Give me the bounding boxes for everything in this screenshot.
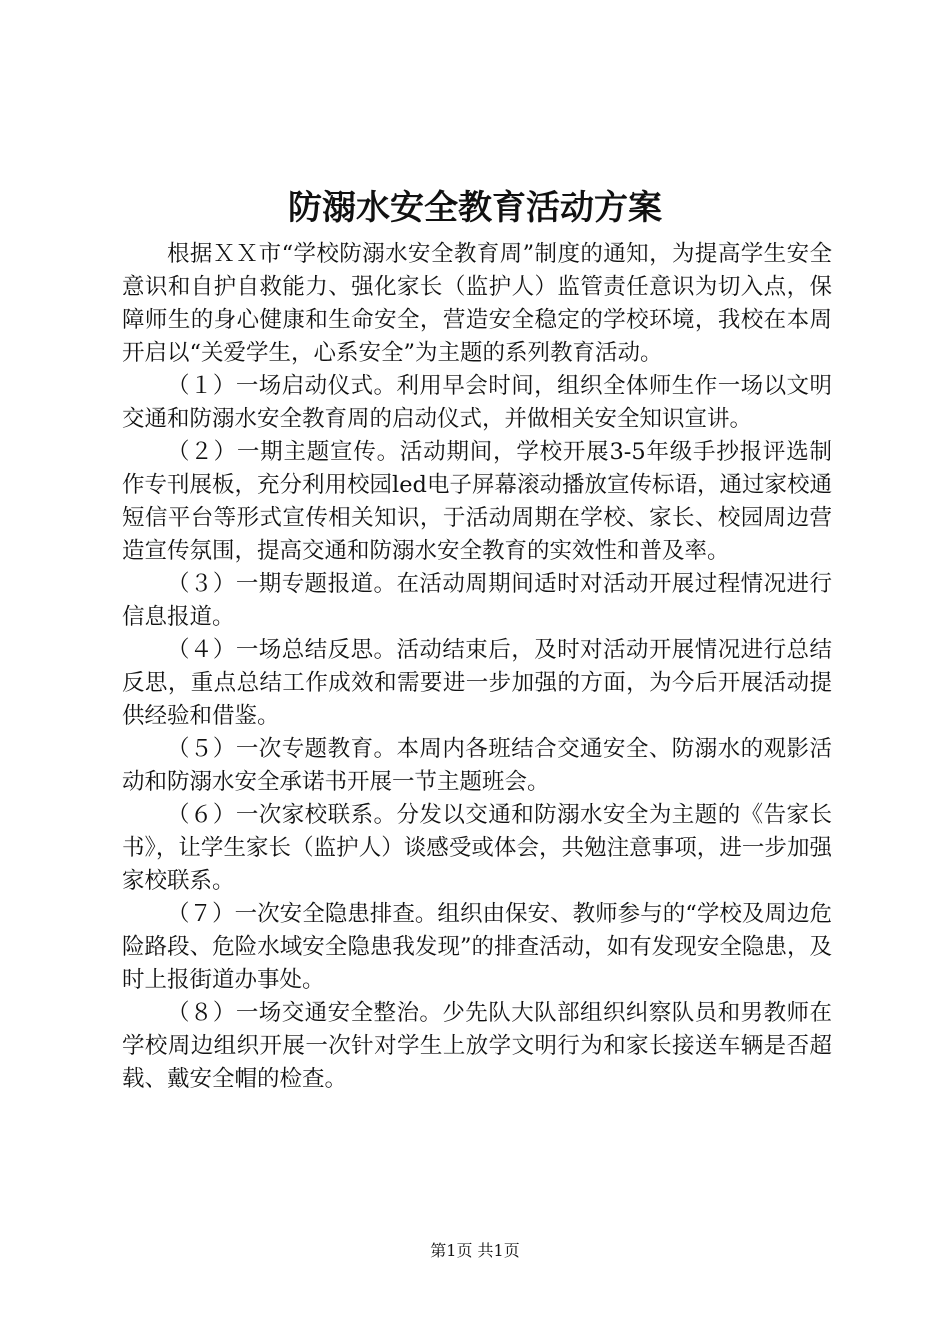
item-paragraph-7: （７）一次安全隐患排查。组织由保安、教师参与的“学校及周边危险路段、危险水域安全隐患我发现”的排查活动，如有发现安全隐患，及时上报街道办事处。	[122, 901, 832, 993]
document-title: 防溺水安全教育活动方案	[288, 188, 662, 228]
item-paragraph-6: （６）一次家校联系。分发以交通和防溺水安全为主题的《告家长书》，让学生家长（监护人）谈感受或体会，共勉注意事项，进一步加强家校联系。	[122, 802, 832, 894]
item-paragraph-3: （３）一期专题报道。在活动周期间适时对活动开展过程情况进行信息报道。	[122, 571, 832, 630]
page-number-footer: 第1页 共1页	[430, 1241, 520, 1260]
document-body	[122, 238, 832, 1096]
item-paragraph-1: （１）一场启动仪式。利用早会时间，组织全体师生作一场以文明交通和防溺水安全教育周的启动仪式，并做相关安全知识宣讲。	[122, 373, 832, 432]
intro-paragraph: 根据ＸＸ市“学校防溺水安全教育周”制度的通知，为提高学生安全意识和自护自救能力、强化家长（监护人）监管责任意识为切入点，保障师生的身心健康和生命安全，营造安全稳定的学校环境，我校在本周开启以“关爱学生，心系安全”为主题的系列教育活动。	[122, 241, 832, 366]
item-paragraph-2: （２）一期主题宣传。活动期间，学校开展3-5年级手抄报评选制作专刊展板，充分利用校园led电子屏幕滚动播放宣传标语，通过家校通短信平台等形式宣传相关知识，于活动周期在学校、家长、校园周边营造宣传氛围，提高交通和防溺水安全教育的实效性和普及率。	[122, 439, 832, 564]
item-paragraph-4: （４）一场总结反思。活动结束后，及时对活动开展情况进行总结反思，重点总结工作成效和需要进一步加强的方面，为今后开展活动提供经验和借鉴。	[122, 637, 832, 729]
item-paragraph-5: （５）一次专题教育。本周内各班结合交通安全、防溺水的观影活动和防溺水安全承诺书开展一节主题班会。	[122, 736, 832, 795]
item-paragraph-8: （８）一场交通安全整治。少先队大队部组织纠察队员和男教师在学校周边组织开展一次针对学生上放学文明行为和家长接送车辆是否超载、戴安全帽的检查。	[122, 1000, 832, 1092]
